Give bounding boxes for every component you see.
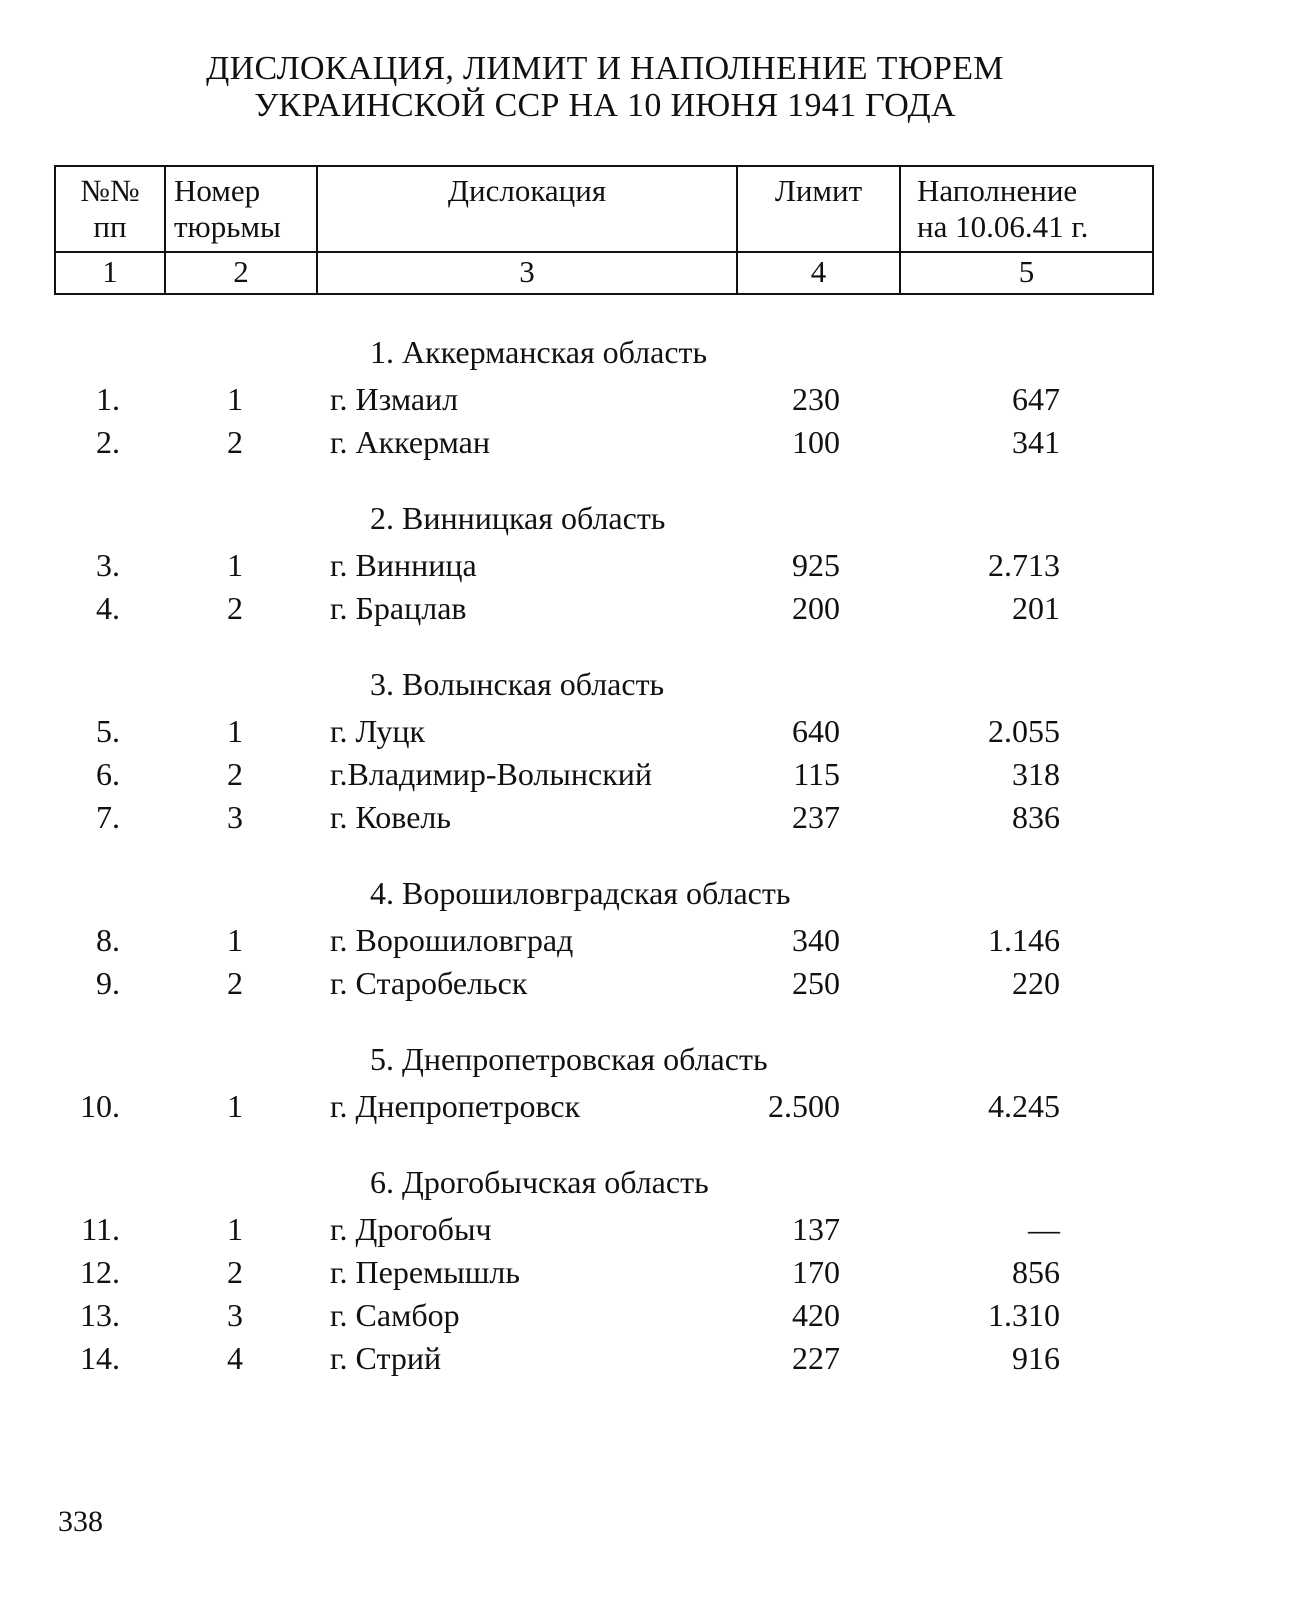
region-heading: 2. Винницкая область (370, 500, 666, 536)
header-col-prison-number-line1: Номер (174, 173, 261, 208)
header-col-pp-line2: пп (93, 209, 127, 244)
row-occupancy: 2.055 (988, 713, 1060, 749)
row-location: г. Ковель (330, 799, 451, 835)
row-location: г. Днепропетровск (330, 1088, 581, 1124)
row-location: г. Брацлав (330, 590, 467, 626)
row-pp-number: 13. (80, 1297, 120, 1333)
region-spacer (0, 464, 1298, 486)
row-location: г. Аккерман (330, 424, 490, 460)
row-limit: 100 (792, 424, 840, 460)
table-row (0, 962, 1298, 1005)
header-col-limit: Лимит (737, 166, 900, 252)
row-location: г. Измаил (330, 381, 459, 417)
column-number-4: 4 (737, 252, 900, 294)
row-occupancy: 220 (1012, 965, 1060, 1001)
header-col-prison-number-line2: тюрьмы (174, 209, 281, 244)
table-row (0, 710, 1298, 753)
header-col-pp-line1: №№ (80, 173, 140, 208)
row-limit: 137 (792, 1211, 840, 1247)
row-prison-number: 1 (227, 1211, 243, 1247)
column-number-2: 2 (165, 252, 317, 294)
table-row (0, 378, 1298, 421)
row-pp-number: 8. (96, 922, 120, 958)
column-header-table (54, 165, 1154, 295)
region-heading: 1. Аккерманская область (370, 334, 708, 370)
region-heading: 5. Днепропетровская область (370, 1041, 768, 1077)
row-limit: 340 (792, 922, 840, 958)
row-pp-number: 11. (81, 1211, 120, 1247)
row-prison-number: 1 (227, 381, 243, 417)
row-occupancy: 856 (1012, 1254, 1060, 1290)
header-col-location: Дислокация (317, 166, 737, 252)
table-row (0, 421, 1298, 464)
title-line-1: ДИСЛОКАЦИЯ, ЛИМИТ И НАПОЛНЕНИЕ ТЮРЕМ (206, 50, 1004, 87)
region-spacer (0, 1128, 1298, 1150)
row-prison-number: 1 (227, 922, 243, 958)
region-heading: 3. Волынская область (370, 666, 665, 702)
row-occupancy: 341 (1012, 424, 1060, 460)
row-prison-number: 3 (227, 1297, 243, 1333)
row-pp-number: 9. (96, 965, 120, 1001)
row-occupancy: — (1028, 1211, 1060, 1247)
row-pp-number: 5. (96, 713, 120, 749)
row-limit: 170 (792, 1254, 840, 1290)
table-row (0, 544, 1298, 587)
row-prison-number: 2 (227, 424, 243, 460)
region-heading: 4. Ворошиловградская область (370, 875, 791, 911)
row-limit: 237 (792, 799, 840, 835)
row-location: г. Самбор (330, 1297, 460, 1333)
row-occupancy: 916 (1012, 1340, 1060, 1376)
row-limit: 227 (792, 1340, 840, 1376)
row-location: г. Дрогобыч (330, 1211, 492, 1247)
row-prison-number: 1 (227, 713, 243, 749)
row-prison-number: 3 (227, 799, 243, 835)
header-col-occupancy-line2: на 10.06.41 г. (917, 209, 1089, 244)
row-pp-number: 1. (96, 381, 120, 417)
row-occupancy: 836 (1012, 799, 1060, 835)
row-limit: 230 (792, 381, 840, 417)
row-pp-number: 14. (80, 1340, 120, 1376)
row-location: г. Перемышль (330, 1254, 520, 1290)
row-limit: 200 (792, 590, 840, 626)
column-number-5: 5 (900, 252, 1153, 294)
table-row (0, 919, 1298, 962)
column-number-1: 1 (55, 252, 165, 294)
row-limit: 250 (792, 965, 840, 1001)
column-number-3: 3 (317, 252, 737, 294)
table-row (0, 796, 1298, 839)
header-col-occupancy (900, 166, 1153, 252)
row-location: г.Владимир-Волынский (330, 756, 652, 792)
row-prison-number: 2 (227, 965, 243, 1001)
row-occupancy: 201 (1012, 590, 1060, 626)
table-row (0, 1085, 1298, 1128)
table-row (0, 753, 1298, 796)
table-row (0, 1337, 1298, 1380)
row-pp-number: 12. (80, 1254, 120, 1290)
row-occupancy: 2.713 (988, 547, 1060, 583)
row-limit: 115 (793, 756, 840, 792)
row-prison-number: 1 (227, 1088, 243, 1124)
row-pp-number: 3. (96, 547, 120, 583)
row-location: г. Стрий (330, 1340, 442, 1376)
region-spacer (0, 1005, 1298, 1027)
document-title (0, 50, 1210, 124)
header-col-pp (55, 166, 165, 252)
row-location: г. Винница (330, 547, 477, 583)
header-col-occupancy-line1: Наполнение (917, 173, 1078, 208)
region-spacer (0, 630, 1298, 652)
row-limit: 420 (792, 1297, 840, 1333)
table-row (0, 1294, 1298, 1337)
table-row (0, 1208, 1298, 1251)
row-occupancy: 1.146 (988, 922, 1060, 958)
header-col-prison-number (165, 166, 317, 252)
row-occupancy: 318 (1012, 756, 1060, 792)
row-pp-number: 7. (96, 799, 120, 835)
column-number-row (55, 252, 1153, 294)
row-prison-number: 1 (227, 547, 243, 583)
row-occupancy: 1.310 (988, 1297, 1060, 1333)
table-row (0, 1251, 1298, 1294)
row-limit: 2.500 (768, 1088, 840, 1124)
row-pp-number: 2. (96, 424, 120, 460)
row-limit: 925 (792, 547, 840, 583)
title-line-2: УКРАИНСКОЙ ССР НА 10 ИЮНЯ 1941 ГОДА (254, 87, 956, 124)
row-prison-number: 2 (227, 756, 243, 792)
row-location: г. Старобельск (330, 965, 528, 1001)
row-prison-number: 4 (227, 1340, 243, 1376)
row-occupancy: 4.245 (988, 1088, 1060, 1124)
region-spacer (0, 839, 1298, 861)
row-pp-number: 4. (96, 590, 120, 626)
row-limit: 640 (792, 713, 840, 749)
row-occupancy: 647 (1012, 381, 1060, 417)
row-prison-number: 2 (227, 590, 243, 626)
row-location: г. Ворошиловград (330, 922, 574, 958)
row-prison-number: 2 (227, 1254, 243, 1290)
table-body (0, 320, 1298, 1380)
row-pp-number: 10. (80, 1088, 120, 1124)
table-row (0, 587, 1298, 630)
column-header-row (55, 166, 1153, 252)
page-number: 338 (58, 1505, 103, 1538)
region-heading: 6. Дрогобычская область (370, 1164, 709, 1200)
row-location: г. Луцк (330, 713, 426, 749)
row-pp-number: 6. (96, 756, 120, 792)
